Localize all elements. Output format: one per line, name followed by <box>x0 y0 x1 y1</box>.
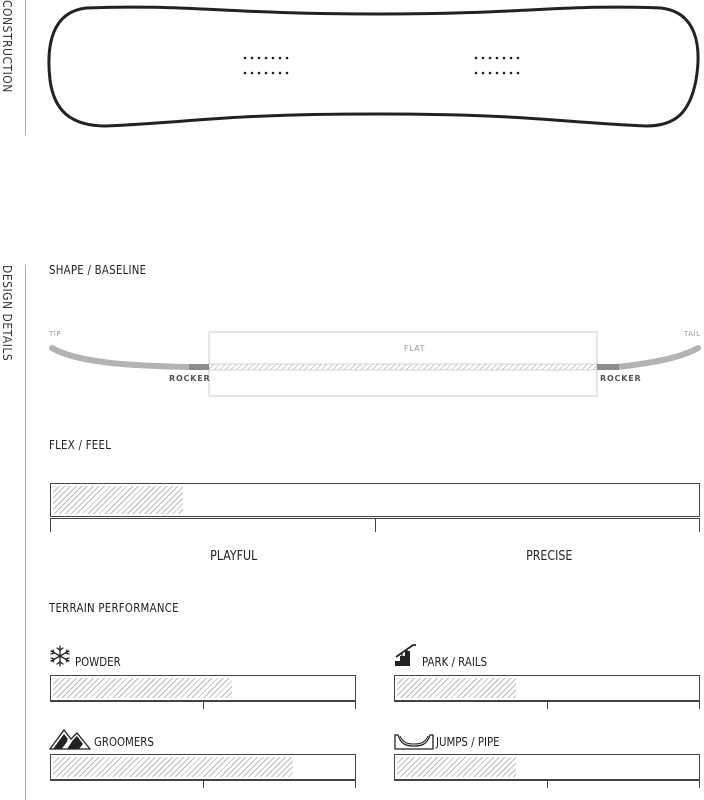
powder-label: POWDER <box>75 655 121 669</box>
rocker-right-label: ROCKER <box>600 374 642 383</box>
park-rails-scale-tick-end <box>699 701 700 709</box>
stairs-rail-icon <box>394 642 418 668</box>
terrain-performance-heading: TERRAIN PERFORMANCE <box>49 601 179 615</box>
rocker-left-segment <box>189 364 209 370</box>
mountains-icon <box>49 726 91 750</box>
flex-scale-tick-right <box>699 518 700 532</box>
powder-meter-fill <box>53 678 232 698</box>
snowboard-outline <box>49 7 698 126</box>
groomers-scale-tick <box>203 780 204 788</box>
flex-scale-tick-left <box>50 518 51 532</box>
groomers-meter <box>50 754 356 780</box>
flex-meter <box>50 483 700 517</box>
flat-label: FLAT <box>404 344 425 353</box>
powder-meter <box>50 675 356 701</box>
construction-section-label: CONSTRUCTION <box>0 0 14 93</box>
park-rails-meter-fill <box>397 678 516 698</box>
tip-curve <box>52 348 191 367</box>
park-rails-meter <box>394 675 700 701</box>
park-rails-scale-tick <box>547 701 548 709</box>
rocker-left-label: ROCKER <box>169 374 211 383</box>
flex-left-label: PLAYFUL <box>210 549 258 564</box>
baseline-profile <box>46 328 704 400</box>
flex-meter-fill <box>53 486 183 514</box>
groomers-label: GROOMERS <box>94 735 154 749</box>
jumps-pipe-meter-fill <box>397 757 516 777</box>
flex-scale-tick-mid <box>375 518 376 532</box>
shape-baseline-heading: SHAPE / BASELINE <box>49 263 147 277</box>
rocker-right-segment <box>597 364 619 370</box>
jumps-pipe-meter <box>394 754 700 780</box>
halfpipe-icon <box>394 733 434 751</box>
tail-label: TAIL <box>684 330 701 338</box>
tip-label: TIP <box>49 330 62 338</box>
snowflake-icon <box>49 645 71 667</box>
jumps-pipe-label: JUMPS / PIPE <box>436 735 500 749</box>
tail-curve <box>617 348 698 367</box>
design-details-rule <box>25 265 26 800</box>
jumps-pipe-scale-tick-end <box>699 780 700 788</box>
flex-feel-heading: FLEX / FEEL <box>49 438 112 452</box>
groomers-scale-tick-end <box>355 780 356 788</box>
snowboard-top-view <box>46 0 702 132</box>
powder-scale-tick-end <box>355 701 356 709</box>
powder-scale-tick <box>203 701 204 709</box>
jumps-pipe-scale-tick <box>547 780 548 788</box>
flat-baseline-segment <box>209 364 597 370</box>
groomers-meter-fill <box>53 757 293 777</box>
construction-rule <box>25 0 26 135</box>
park-rails-label: PARK / RAILS <box>422 655 487 669</box>
design-details-section-label: DESIGN DETAILS <box>0 265 14 362</box>
flex-right-label: PRECISE <box>526 549 573 564</box>
